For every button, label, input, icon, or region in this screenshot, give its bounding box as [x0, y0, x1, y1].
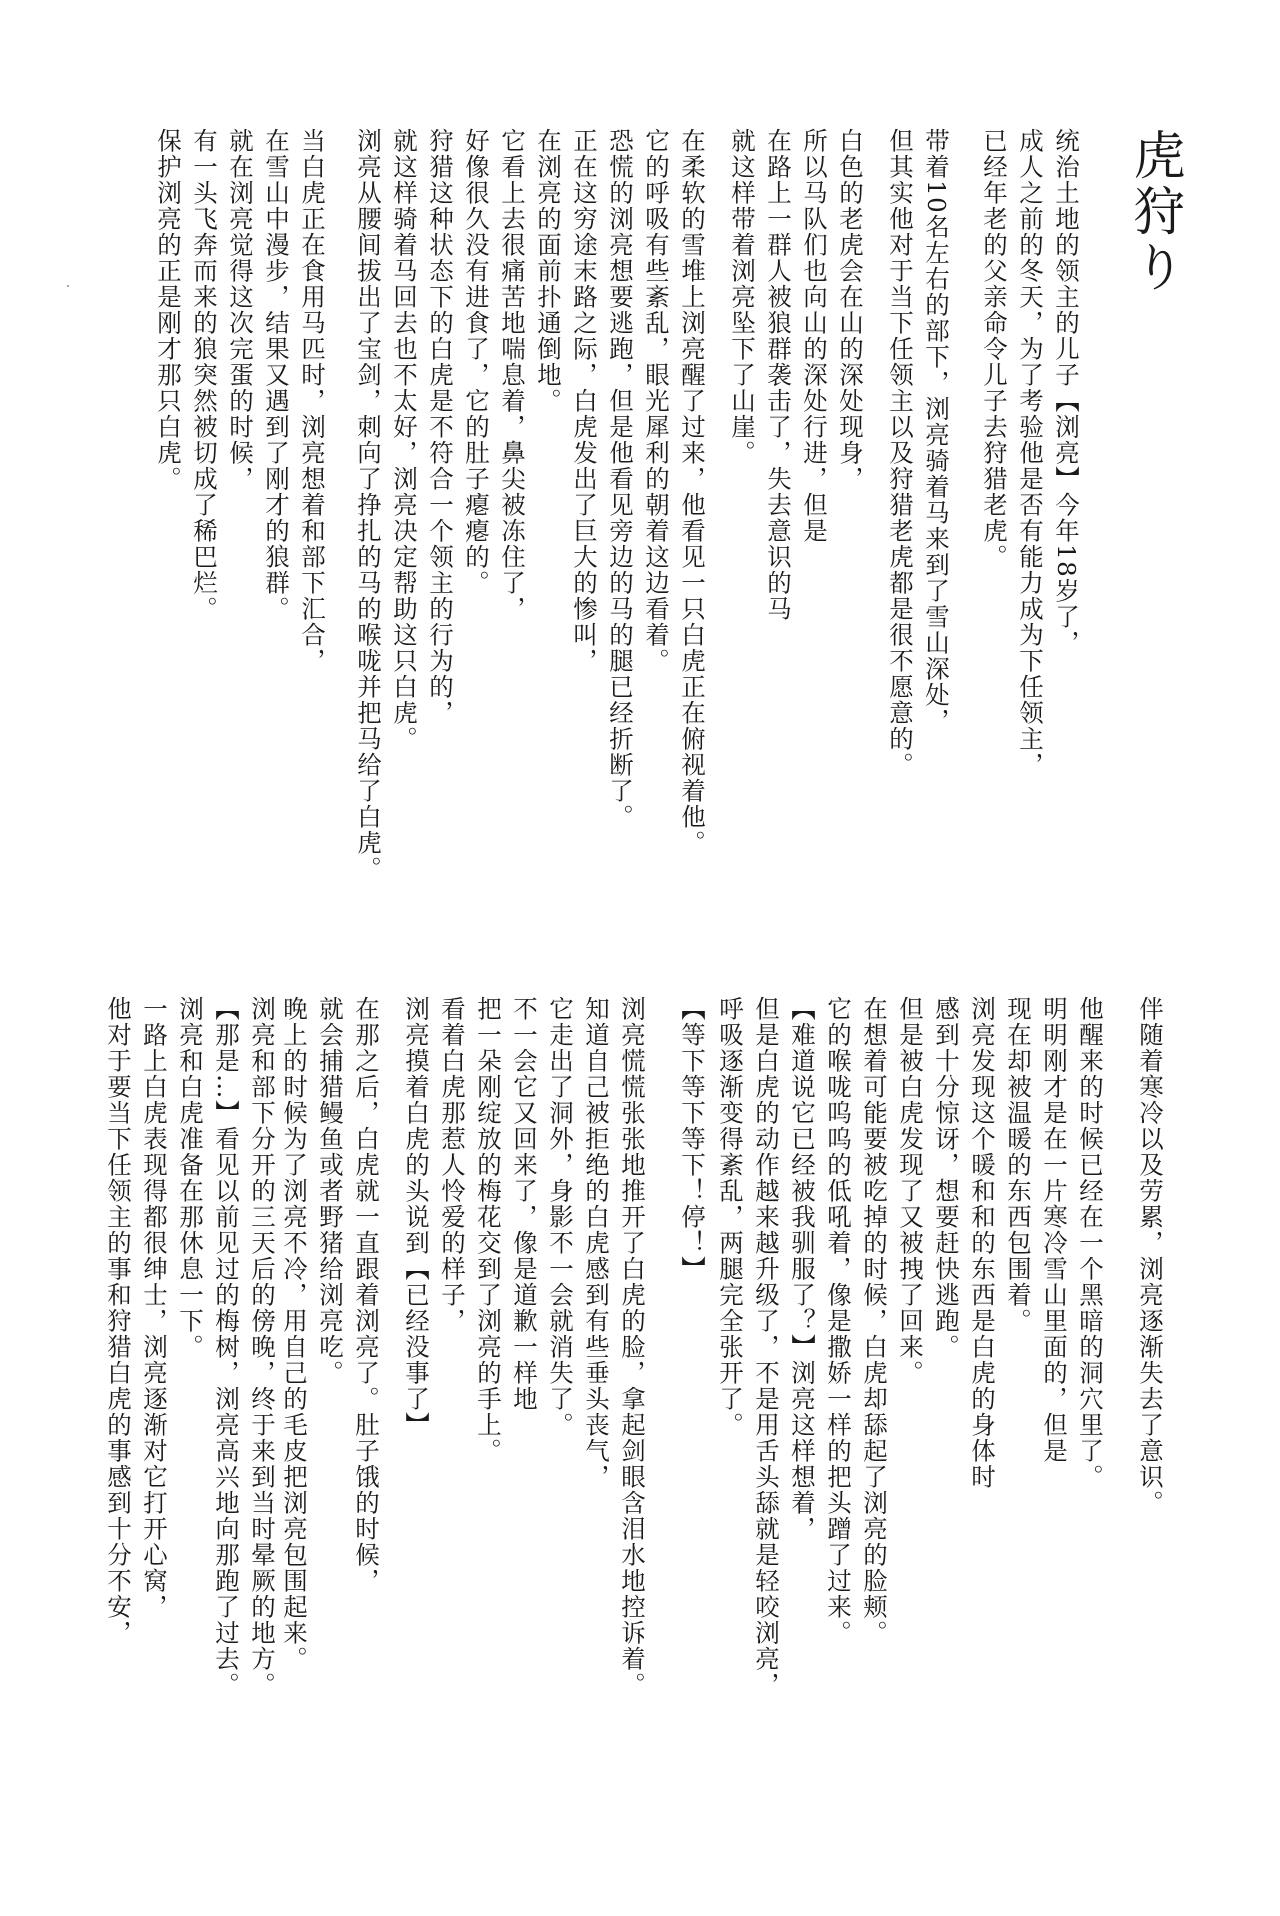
paragraph-lower-5	[276, 996, 384, 1672]
text-line: 保护浏亮的正是刚才那只白虎。	[154, 128, 183, 492]
text-line: 感到十分惊讶，想要赶快逃跑。	[932, 996, 961, 1360]
text-line: 在那之后，白虎就一直跟着浏亮了。肚子饿的时候，	[352, 996, 381, 1594]
stray-dot	[67, 285, 69, 287]
text-line: 现在却被温暖的东西包围着。	[1004, 996, 1033, 1334]
text-line: 已经年老的父亲命令儿子去狩猎老虎。	[980, 128, 1009, 570]
paragraph-upper-3	[724, 128, 868, 622]
text-line: 正在这穷途末路之际，白虎发出了巨大的惨叫，	[570, 128, 599, 674]
text-line: 就这样骑着马回去也不太好，浏亮决定帮助这只白虎。	[390, 128, 419, 752]
text-line: 有一头飞奔而来的狼突然被切成了稀巴烂。	[190, 128, 219, 622]
text-line: 就会捕猎鳗鱼或者野猪给浏亮吃。	[316, 996, 345, 1386]
text-line: 带着10名左右的部下，浏亮骑着马来到了雪山深处，	[922, 128, 951, 735]
paragraph-lower-6	[100, 996, 280, 1698]
text-line: 狩猎这种状态下的白虎是不符合一个领主的行为的，	[426, 128, 455, 726]
text-line: 在想着可能要被吃掉的时候，白虎却舔起了浏亮的脸颊。	[860, 996, 889, 1646]
text-line: 浏亮慌慌张张地推开了白虎的脸，拿起剑眼含泪水地控诉着。	[618, 996, 647, 1698]
text-line: 浏亮和白虎准备在那休息一下。	[176, 996, 205, 1360]
text-line: 明明刚才是在一片寒冷雪山里面的，但是	[1040, 996, 1069, 1464]
text-line: 他醒来的时候已经在一个黑暗的洞穴里了。	[1076, 996, 1105, 1490]
text-line: 它走出了洞外，身影不一会就消失了。	[546, 996, 575, 1438]
text-line: 【难道说它已经被我驯服了？】浏亮这样想着，	[788, 996, 817, 1542]
text-line: 浏亮摸着白虎的头说到【已经没事了】	[402, 996, 431, 1438]
paragraph-upper-2	[882, 128, 954, 778]
text-line: 成人之前的冬天，为了考验他是否有能力成为下任领主，	[1016, 128, 1045, 778]
text-line: 在路上一群人被狼群袭击了，失去意识的马	[764, 128, 793, 622]
text-line: 他对于要当下任领主的事和狩猎白虎的事感到十分不安，	[104, 996, 133, 1646]
text-line: 所以马队们也向山的深处行进，但是	[800, 128, 829, 544]
paragraph-upper-5	[150, 128, 330, 674]
text-line: 浏亮发现这个暖和和的东西是白虎的身体时	[968, 996, 997, 1490]
text-line: 浏亮从腰间拔出了宝剑，刺向了挣扎的马的喉咙并把马给了白虎。	[354, 128, 383, 882]
text-line: 好像很久没有进食了，它的肚子瘪瘪的。	[462, 128, 491, 596]
text-line: 就这样带着浏亮坠下了山崖。	[728, 128, 757, 466]
text-line: 但是被白虎发现了又被拽了回来。	[896, 996, 925, 1386]
text-line: 晚上的时候为了浏亮不冷，用自己的毛皮把浏亮包围起来。	[280, 996, 309, 1672]
text-line: 把一朵刚绽放的梅花交到了浏亮的手上。	[474, 996, 503, 1464]
text-line: 一路上白虎表现得都很绅士，浏亮逐渐对它打开心窝，	[140, 996, 169, 1620]
text-line: 但其实他对于当下任领主以及狩猎老虎都是很不愿意的。	[886, 128, 915, 778]
text-line: 看着白虎那惹人怜爱的样子，	[438, 996, 467, 1334]
text-line: 知道自己被拒绝的白虎感到有些垂头丧气，	[582, 996, 611, 1490]
text-line: 浏亮和部下分开的三天后的傍晚，终于来到当时晕厥的地方。	[248, 996, 277, 1698]
paragraph-lower-3	[674, 996, 710, 1282]
paragraph-lower-1	[1132, 996, 1168, 1516]
text-line: 它的呼吸有些紊乱，眼光犀利的朝着这边看着。	[642, 128, 671, 674]
text-line: 统治土地的领主的儿子【浏亮】今年18岁了，	[1052, 128, 1081, 657]
text-line: 但是白虎的动作越来越升级了，不是用舌头舔就是轻咬浏亮，	[752, 996, 781, 1698]
text-line: 在柔软的雪堆上浏亮醒了过来，他看见一只白虎正在俯视着他。	[678, 128, 707, 856]
text-line: 就在浏亮觉得这次完蛋的时候，	[226, 128, 255, 492]
paragraph-upper-1	[976, 128, 1084, 778]
text-line: 它的喉咙呜呜的低吼着，像是撒娇一样的把头蹭了过来。	[824, 996, 853, 1646]
paragraph-upper-4	[350, 128, 710, 882]
text-line: 伴随着寒冷以及劳累，浏亮逐渐失去了意识。	[1136, 996, 1165, 1516]
text-line: 【那是…】看见以前见过的梅树，浏亮高兴地向那跑了过去。	[212, 996, 241, 1698]
text-line: 它看上去很痛苦地喘息着，鼻尖被冻住了，	[498, 128, 527, 622]
text-line: 在雪山中漫步，结果又遇到了刚才的狼群。	[262, 128, 291, 622]
text-line: 呼吸逐渐变得紊乱，两腿完全张开了。	[716, 996, 745, 1438]
paragraph-lower-2	[712, 996, 1108, 1698]
text-line: 【等下等下等下！停！】	[678, 996, 707, 1282]
page-title: 虎狩り	[1124, 128, 1184, 296]
text-line: 不一会它又回来了，像是道歉一样地	[510, 996, 539, 1412]
text-line: 在浏亮的面前扑通倒地。	[534, 128, 563, 414]
paragraph-lower-4	[398, 996, 650, 1698]
text-line: 白色的老虎会在山的深处现身，	[836, 128, 865, 492]
text-line: 当白虎正在食用马匹时，浏亮想着和部下汇合，	[298, 128, 327, 674]
text-line: 恐慌的浏亮想要逃跑，但是他看见旁边的马的腿已经折断了。	[606, 128, 635, 830]
